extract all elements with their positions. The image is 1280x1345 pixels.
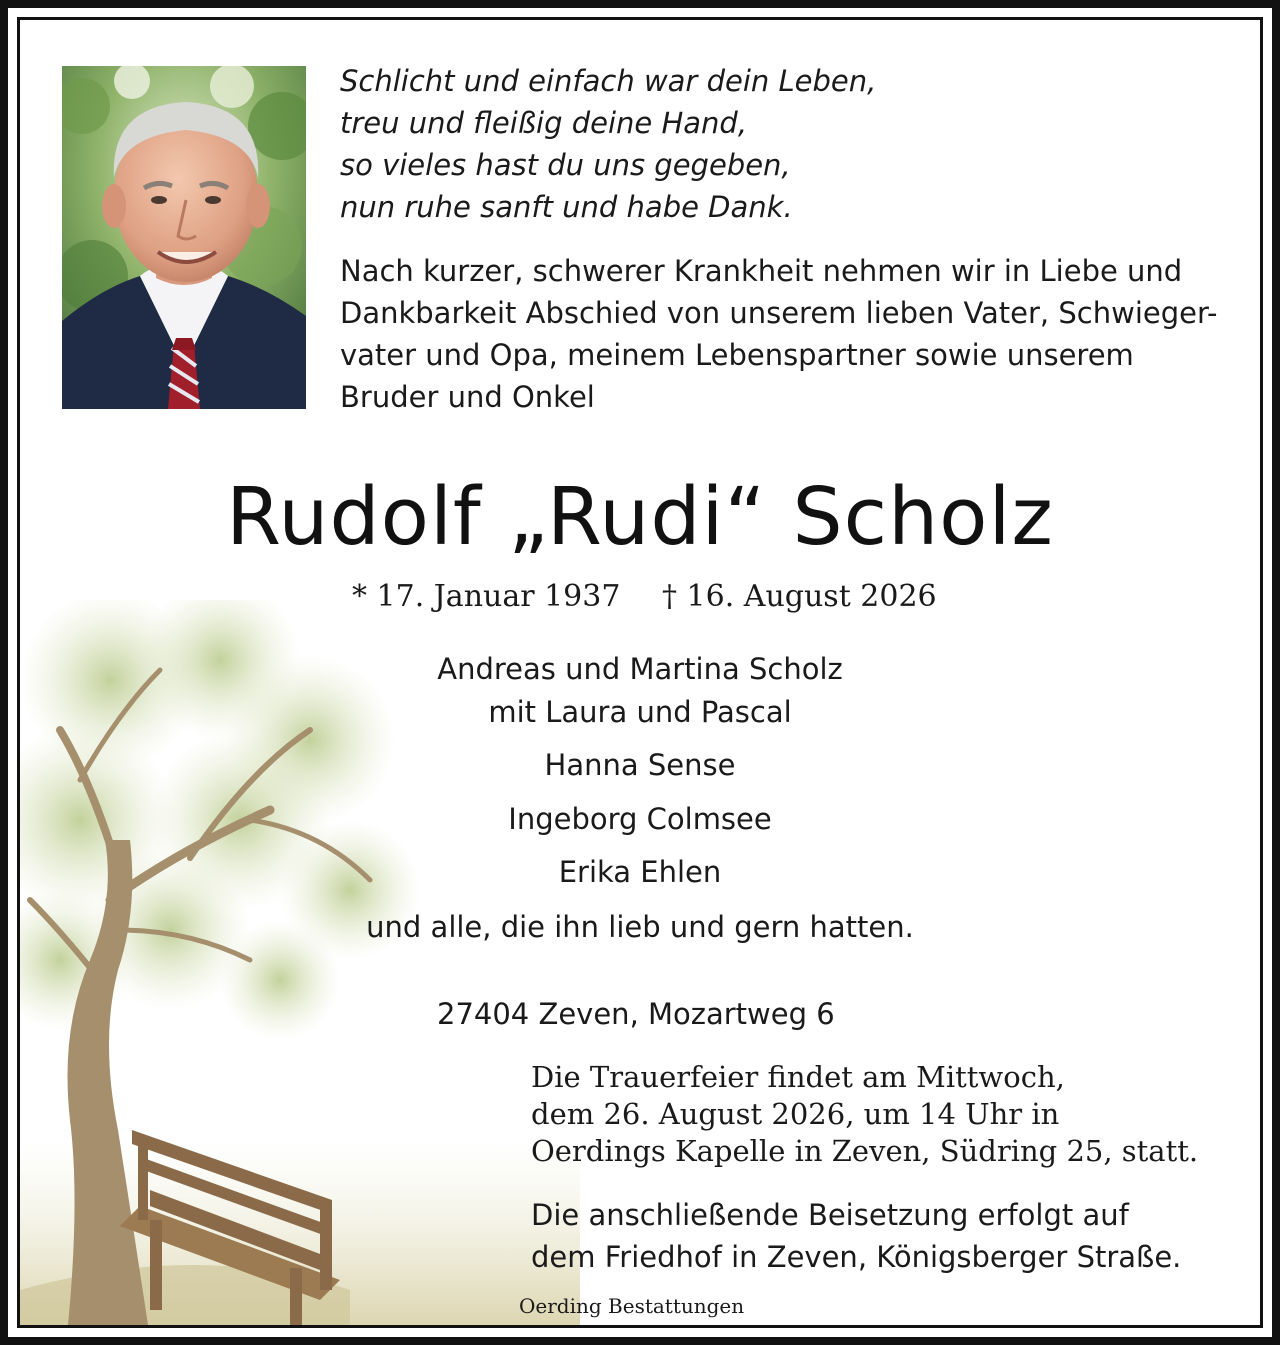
deceased-name: Rudolf „Rudi“ Scholz (226, 471, 1054, 563)
mourner-line: Erika Ehlen (558, 855, 722, 889)
intro-text (340, 250, 1240, 418)
burial-info (531, 1194, 1181, 1278)
undertaker-name: Oerding Bestattungen (519, 1294, 745, 1318)
intro-line: Nach kurzer, schwerer Krankheit nehmen wir in Liebe und (340, 254, 1183, 288)
intro-line: vater und Opa, meinem Lebenspartner sowie unserem (340, 338, 1134, 372)
portrait-photo (62, 66, 306, 409)
birth-date: * 17. Januar 1937 (352, 579, 621, 614)
death-date: † 16. August 2026 (662, 579, 937, 614)
burial-line: Die anschließende Beisetzung erfolgt auf (531, 1198, 1129, 1232)
mourner-line: Hanna Sense (544, 748, 736, 782)
poem-line: nun ruhe sanft und habe Dank. (340, 190, 793, 224)
mourner-line: und alle, die ihn lieb und gern hatten. (366, 910, 914, 944)
mourner-line: Andreas und Martina Scholz (437, 652, 843, 686)
poem (340, 60, 1220, 228)
ceremony-info (531, 1059, 1198, 1170)
intro-line: Bruder und Onkel (340, 380, 595, 414)
burial-line: dem Friedhof in Zeven, Königsberger Straße. (531, 1240, 1182, 1274)
poem-line: Schlicht und einfach war dein Leben, (340, 64, 877, 98)
mourner-line: Ingeborg Colmsee (508, 802, 772, 836)
ceremony-line: dem 26. August 2026, um 14 Uhr in (531, 1097, 1060, 1131)
ceremony-line: Oerdings Kapelle in Zeven, Südring 25, statt. (531, 1134, 1199, 1168)
poem-line: so vieles hast du uns gegeben, (340, 148, 791, 182)
ceremony-line: Die Trauerfeier findet am Mittwoch, (531, 1060, 1065, 1094)
address: 27404 Zeven, Mozartweg 6 (437, 997, 835, 1031)
poem-line: treu und fleißig deine Hand, (340, 106, 748, 140)
mourner-line: mit Laura und Pascal (488, 695, 792, 729)
intro-line: Dankbarkeit Abschied von unserem lieben Vater, Schwieger- (340, 296, 1218, 330)
